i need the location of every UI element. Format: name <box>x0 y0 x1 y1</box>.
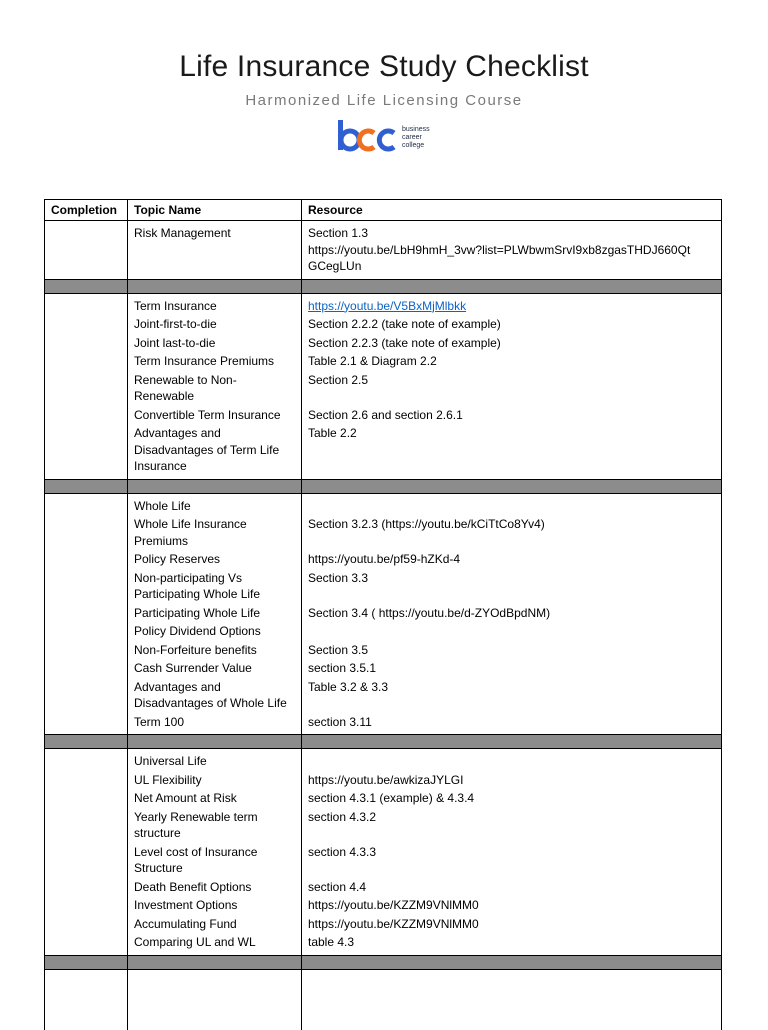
topic-name: Comparing UL and WL <box>134 935 256 949</box>
section-block <box>45 493 722 735</box>
topic-name: Participating Whole Life <box>134 605 261 620</box>
separator-cell <box>128 479 302 493</box>
separator-cell <box>45 479 128 493</box>
resource-entry: section 4.4 <box>308 879 367 894</box>
resource-entry: Table 2.2 <box>308 426 357 440</box>
resource-cell <box>302 293 722 479</box>
resource-entry: section 4.3.3 <box>308 844 377 859</box>
resource-entry: section 3.5.1 <box>308 661 377 675</box>
empty-cell <box>302 969 722 1030</box>
bcc-logo-mark-icon <box>336 118 398 156</box>
topic-cell <box>128 221 302 280</box>
resource-entry: https://youtu.be/KZZM9VNlMM0 <box>308 916 479 931</box>
column-header-resource: Resource <box>302 200 722 221</box>
study-checklist-table <box>44 199 722 1030</box>
separator-cell <box>128 279 302 293</box>
topic-cell <box>128 293 302 479</box>
topic-name: Level cost of Insurance Structure <box>134 844 258 875</box>
resource-entry[interactable] <box>308 297 715 316</box>
topic-name: Death Benefit Options <box>134 879 252 894</box>
resource-entry: Table 3.2 & 3.3 <box>308 679 389 694</box>
separator-cell <box>128 735 302 749</box>
topic-name: Term Insurance <box>134 298 217 313</box>
topic-name: Advantages and Disadvantages of Whole Life <box>134 679 287 710</box>
resource-cell <box>302 749 722 956</box>
logo-line: career <box>402 134 422 141</box>
separator-cell <box>302 955 722 969</box>
topic-name: Renewable to Non- Renewable <box>134 372 237 403</box>
resource-entry: https://youtu.be/awkizaJYLGI <box>308 772 464 787</box>
topic-name: Non-participating Vs Participating Whole Life <box>134 570 261 601</box>
table-header-row <box>45 200 722 221</box>
resource-entry: Section 2.5 <box>308 372 369 387</box>
resource-entry: Section 2.2.2 (take note of example) <box>308 317 501 331</box>
completion-cell[interactable] <box>45 221 128 280</box>
topic-name: Accumulating Fund <box>134 916 237 931</box>
resource-entry: Section 1.3 https://youtu.be/LbH9hmH_3vw?list=PLWbwmSrvI9xb8zgasTHDJ660Qt GCegLUn <box>308 226 691 273</box>
topic-name: Convertible Term Insurance <box>134 407 281 422</box>
separator-cell <box>302 479 722 493</box>
page-title: Life Insurance Study Checklist <box>179 50 589 83</box>
topic-name: Joint last-to-die <box>134 335 216 350</box>
resource-cell <box>302 493 722 735</box>
completion-cell[interactable] <box>45 749 128 956</box>
empty-cell <box>128 969 302 1030</box>
resource-entry <box>308 752 715 771</box>
topic-name: Joint-first-to-die <box>134 317 217 331</box>
section-block <box>45 221 722 280</box>
completion-cell[interactable] <box>45 493 128 735</box>
resource-entry: table 4.3 <box>308 935 355 949</box>
section-block <box>45 293 722 479</box>
section-separator <box>45 735 722 749</box>
resource-entry: Section 2.2.3 (take note of example) <box>308 335 501 350</box>
logo-line: business <box>402 126 430 133</box>
logo-line: college <box>402 142 425 149</box>
column-header-topic: Topic Name <box>128 200 302 221</box>
topic-name: Policy Dividend Options <box>134 624 261 638</box>
page-subtitle: Harmonized Life Licensing Course <box>245 92 523 109</box>
section-separator <box>45 479 722 493</box>
resource-entry: Section 3.2.3 (https://youtu.be/kCiTtCo8Yv4) <box>308 517 545 531</box>
separator-cell <box>128 955 302 969</box>
resource-entry: Table 2.1 & Diagram 2.2 <box>308 354 437 368</box>
topic-name: Term 100 <box>134 714 185 729</box>
topic-name: Net Amount at Risk <box>134 791 237 805</box>
column-header-completion: Completion <box>45 200 128 221</box>
section-block <box>45 749 722 956</box>
resource-entry: https://youtu.be/KZZM9VNlMM0 <box>308 898 479 912</box>
resource-entry: Section 3.3 <box>308 570 369 585</box>
topic-name: Non-Forfeiture benefits <box>134 642 257 657</box>
resource-entry: Section 3.5 <box>308 642 369 657</box>
topic-name: Risk Management <box>134 226 231 240</box>
resource-entry: Section 3.4 ( https://youtu.be/d-ZYOdBpdNM) <box>308 605 551 620</box>
separator-cell <box>45 735 128 749</box>
resource-entry <box>308 622 715 641</box>
section-separator <box>45 955 722 969</box>
resource-entry: section 3.11 <box>308 714 372 729</box>
topic-name: Policy Reserves <box>134 552 221 566</box>
resource-cell <box>302 221 722 280</box>
resource-entry <box>308 497 715 516</box>
logo-wordmark <box>402 126 430 150</box>
empty-cell <box>45 969 128 1030</box>
continuation-row <box>45 969 722 1030</box>
topic-name: UL Flexibility <box>134 772 202 787</box>
topic-name: Whole Life Insurance Premiums <box>134 517 247 548</box>
resource-link[interactable]: https://youtu.be/V5BxMjMlbkk <box>308 298 467 313</box>
bcc-logo <box>336 116 446 160</box>
separator-cell <box>45 279 128 293</box>
topic-cell <box>128 749 302 956</box>
separator-cell <box>302 279 722 293</box>
separator-cell <box>45 955 128 969</box>
resource-entry: section 4.3.2 <box>308 809 377 824</box>
topic-name: Yearly Renewable term structure <box>134 809 258 840</box>
resource-entry: https://youtu.be/pf59-hZKd-4 <box>308 552 461 566</box>
completion-cell[interactable] <box>45 293 128 479</box>
topic-name: Term Insurance Premiums <box>134 354 275 368</box>
section-separator <box>45 279 722 293</box>
resource-entry: section 4.3.1 (example) & 4.3.4 <box>308 791 475 805</box>
separator-cell <box>302 735 722 749</box>
topic-cell <box>128 493 302 735</box>
topic-name: Whole Life <box>134 498 191 513</box>
topic-name: Universal Life <box>134 754 207 768</box>
topic-name: Cash Surrender Value <box>134 661 252 675</box>
topic-name: Advantages and Disadvantages of Term Life Insurance <box>134 426 280 473</box>
resource-entry: Section 2.6 and section 2.6.1 <box>308 407 463 422</box>
table-body <box>45 221 722 1030</box>
topic-name: Investment Options <box>134 898 238 912</box>
